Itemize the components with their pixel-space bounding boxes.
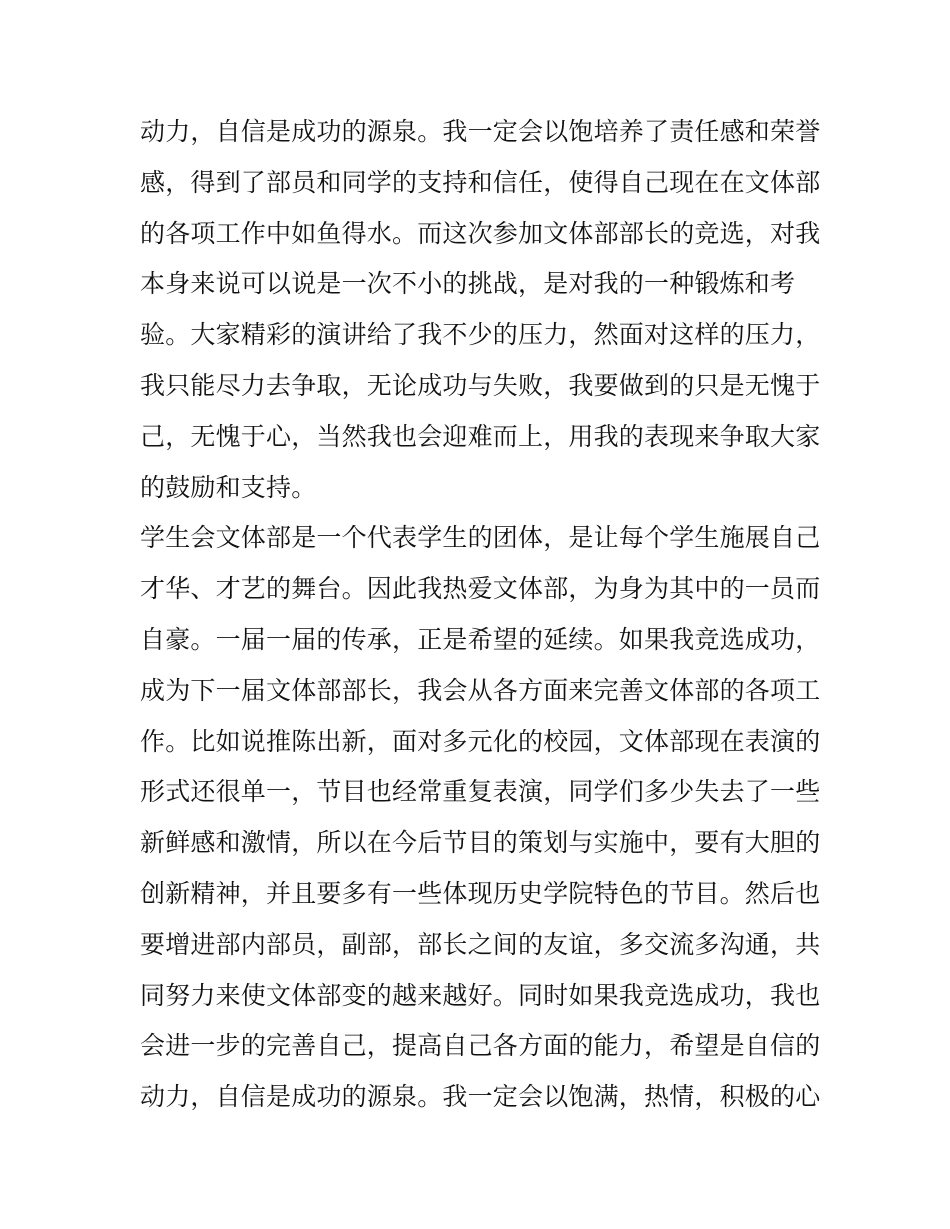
text-line: 要增进部内部员，副部，部长之间的友谊，多交流多沟通，共 xyxy=(140,929,821,959)
text-line: 自豪。一届一届的传承，正是希望的延续。如果我竞选成功， xyxy=(140,624,821,654)
text-line: 创新精神，并且要多有一些体现历史学院特色的节目。然后也 xyxy=(140,878,821,908)
text-line: 同努力来使文体部变的越来越好。同时如果我竞选成功，我也 xyxy=(140,980,821,1010)
text-line: 形式还很单一，节目也经常重复表演，同学们多少失去了一些 xyxy=(140,777,821,807)
text-line: 会进一步的完善自己，提高自己各方面的能力，希望是自信的 xyxy=(140,1031,821,1061)
text-line: 我只能尽力去争取，无论成功与失败，我要做到的只是无愧于 xyxy=(140,370,821,400)
text-line: 的各项工作中如鱼得水。而这次参加文体部部长的竞选，对我 xyxy=(140,218,821,248)
text-line: 学生会文体部是一个代表学生的团体，是让每个学生施展自己 xyxy=(140,523,821,553)
text-line: 感，得到了部员和同学的支持和信任，使得自己现在在文体部 xyxy=(140,167,821,197)
text-line: 才华、才艺的舞台。因此我热爱文体部，为身为其中的一员而 xyxy=(140,574,821,604)
text-line: 成为下一届文体部部长，我会从各方面来完善文体部的各项工 xyxy=(140,675,821,705)
document-body xyxy=(140,107,830,1123)
text-line: 新鲜感和激情，所以在今后节目的策划与实施中，要有大胆的 xyxy=(140,828,821,858)
text-line: 的鼓励和支持。 xyxy=(140,472,317,502)
text-line: 动力，自信是成功的源泉。我一定会以饱满，热情，积极的心 xyxy=(140,1082,821,1112)
text-line: 己，无愧于心，当然我也会迎难而上，用我的表现来争取大家 xyxy=(140,421,821,451)
text-line: 本身来说可以说是一次不小的挑战，是对我的一种锻炼和考 xyxy=(140,269,796,299)
text-line: 动力，自信是成功的源泉。我一定会以饱培养了责任感和荣誉 xyxy=(140,117,821,146)
text-line: 验。大家精彩的演讲给了我不少的压力，然面对这样的压力， xyxy=(140,320,821,350)
text-line: 作。比如说推陈出新，面对多元化的校园，文体部现在表演的 xyxy=(140,726,821,756)
